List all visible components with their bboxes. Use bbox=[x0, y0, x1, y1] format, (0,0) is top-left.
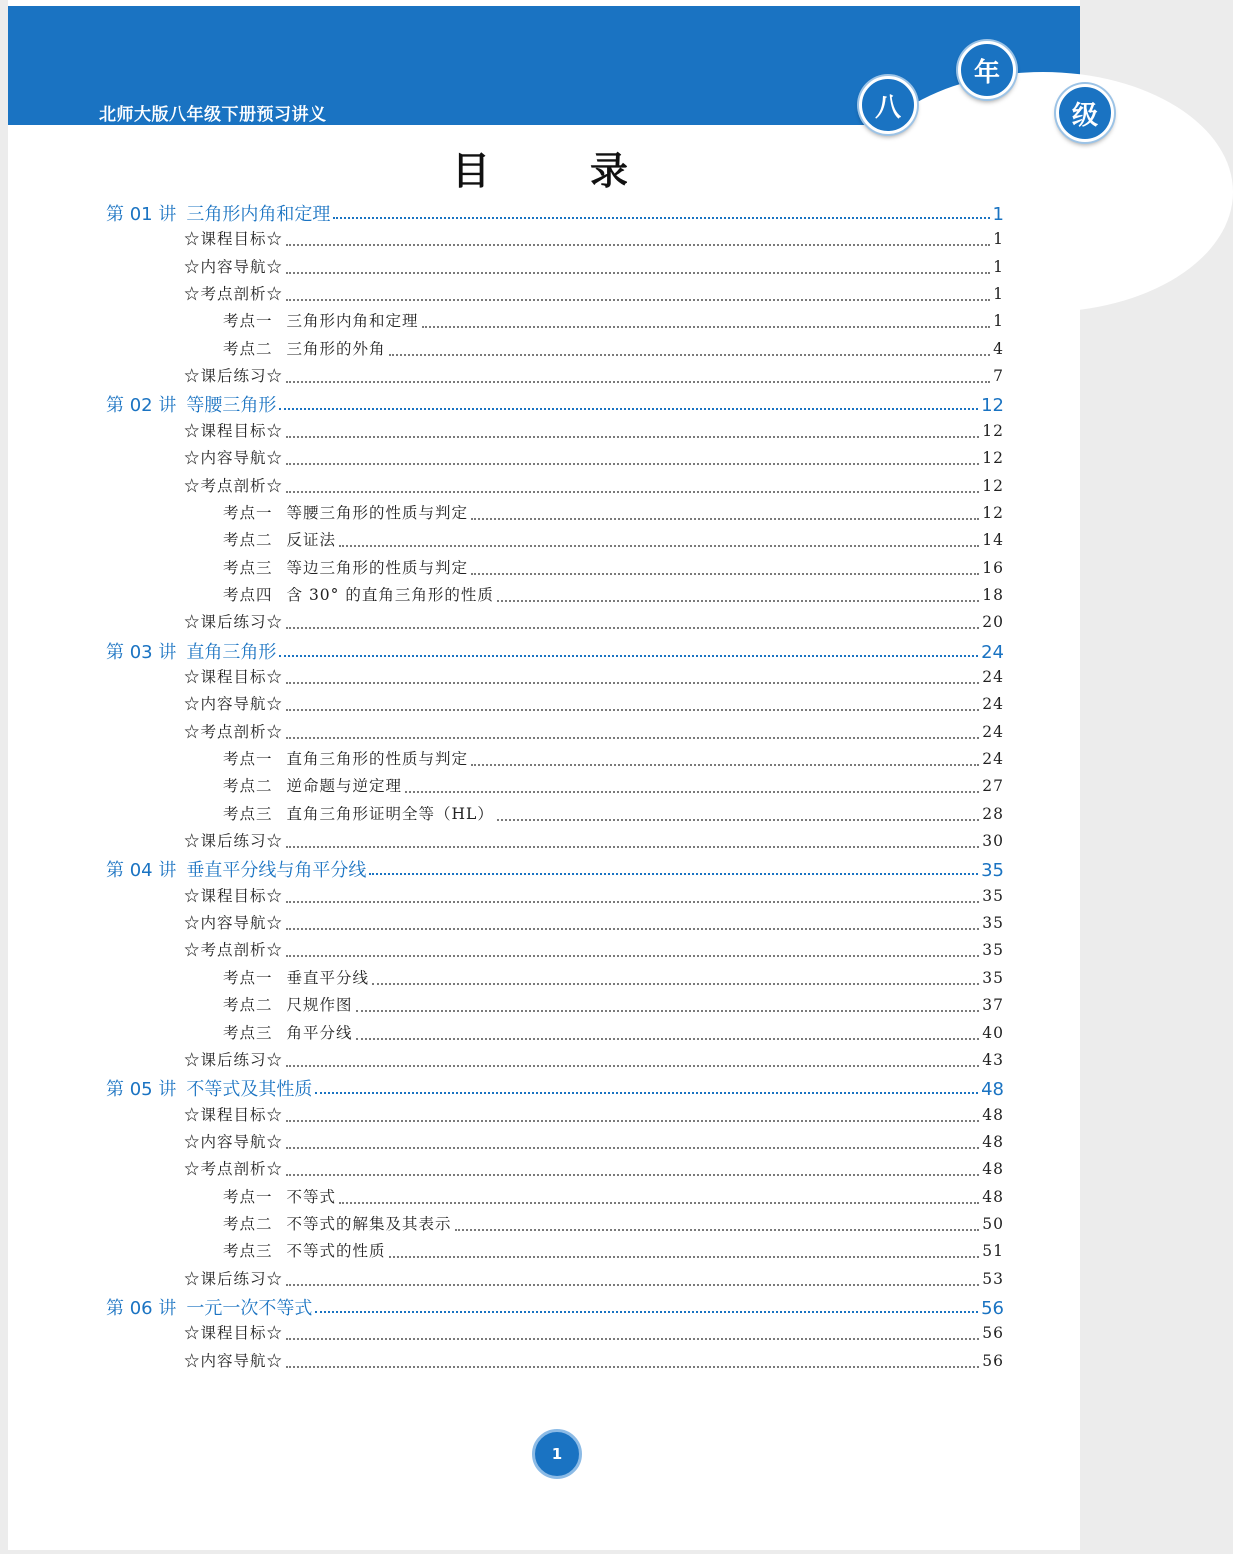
header-title: 北师大版八年级下册预习讲义 bbox=[99, 105, 327, 125]
point-page: 40 bbox=[982, 1023, 1004, 1042]
leader-dots bbox=[405, 791, 979, 793]
toc-section-entry[interactable] bbox=[184, 665, 1004, 691]
section-title: ☆考点剖析☆ bbox=[184, 722, 284, 741]
point-title: 垂直平分线 bbox=[286, 968, 370, 987]
point-heading bbox=[223, 1239, 386, 1261]
lecture-heading bbox=[106, 200, 330, 226]
toc-section-entry[interactable] bbox=[184, 1103, 1004, 1129]
toc-lecture-entry[interactable] bbox=[106, 1294, 1004, 1320]
lecture-page: 48 bbox=[981, 1079, 1004, 1101]
point-heading bbox=[223, 1185, 336, 1207]
grade-badge-3: 级 bbox=[1056, 84, 1114, 142]
point-label: 考点三 bbox=[223, 804, 273, 823]
section-page: 30 bbox=[982, 832, 1004, 851]
point-page: 37 bbox=[982, 996, 1004, 1015]
leader-dots bbox=[286, 928, 979, 930]
point-label: 考点一 bbox=[223, 1187, 273, 1206]
point-title: 不等式 bbox=[286, 1187, 337, 1206]
section-page: 56 bbox=[982, 1351, 1004, 1370]
point-heading bbox=[223, 966, 369, 988]
leader-dots bbox=[286, 1366, 979, 1368]
leader-dots bbox=[286, 901, 979, 903]
point-heading bbox=[223, 774, 402, 796]
toc-lecture-entry[interactable] bbox=[106, 1075, 1004, 1101]
lecture-page: 1 bbox=[992, 204, 1004, 225]
leader-dots bbox=[286, 1284, 979, 1286]
section-page: 12 bbox=[982, 476, 1004, 495]
point-label: 考点一 bbox=[223, 312, 273, 331]
toc-section-entry[interactable] bbox=[184, 1157, 1004, 1183]
point-label: 考点二 bbox=[223, 777, 273, 796]
section-title: ☆课程目标☆ bbox=[184, 1324, 284, 1343]
section-page: 7 bbox=[993, 367, 1004, 386]
section-title: ☆课后练习☆ bbox=[184, 1269, 284, 1288]
leader-dots bbox=[286, 1174, 979, 1176]
leader-dots bbox=[286, 737, 979, 739]
point-label: 考点一 bbox=[223, 968, 273, 987]
lecture-page: 56 bbox=[981, 1298, 1004, 1319]
lecture-title: 直角三角形 bbox=[186, 641, 277, 663]
point-page: 28 bbox=[982, 804, 1004, 823]
point-page: 16 bbox=[982, 558, 1004, 577]
toc-section-entry[interactable] bbox=[184, 1349, 1004, 1375]
section-page: 48 bbox=[982, 1105, 1004, 1124]
toc-section-entry[interactable] bbox=[184, 446, 1004, 472]
leader-dots bbox=[286, 491, 979, 493]
section-title: ☆课程目标☆ bbox=[184, 421, 284, 440]
toc-section-entry[interactable] bbox=[184, 1130, 1004, 1156]
point-page: 50 bbox=[982, 1214, 1004, 1233]
leader-dots bbox=[497, 819, 979, 821]
point-label: 考点二 bbox=[223, 996, 273, 1015]
lecture-number: 第 01 讲 bbox=[106, 204, 177, 225]
point-page: 1 bbox=[993, 312, 1004, 331]
point-heading bbox=[223, 309, 419, 331]
section-page: 53 bbox=[982, 1269, 1004, 1288]
leader-dots bbox=[356, 1010, 980, 1012]
point-title: 等腰三角形的性质与判定 bbox=[286, 503, 469, 522]
leader-dots bbox=[471, 573, 979, 575]
section-page: 1 bbox=[993, 230, 1004, 249]
leader-dots bbox=[286, 1065, 979, 1067]
point-page: 24 bbox=[982, 750, 1004, 768]
toc-section-entry[interactable] bbox=[184, 255, 1004, 281]
toc-point-entry[interactable] bbox=[223, 583, 1004, 609]
point-title: 角平分线 bbox=[286, 1023, 353, 1042]
point-page: 14 bbox=[982, 531, 1004, 550]
toc-lecture-entry[interactable] bbox=[106, 391, 1004, 417]
point-label: 考点二 bbox=[223, 531, 273, 550]
section-title: ☆课后练习☆ bbox=[184, 613, 284, 632]
section-title: ☆课程目标☆ bbox=[184, 667, 284, 686]
leader-dots bbox=[286, 955, 979, 957]
point-page: 51 bbox=[982, 1242, 1004, 1261]
toc-point-entry[interactable] bbox=[223, 774, 1004, 800]
toc-section-entry[interactable] bbox=[184, 692, 1004, 718]
toc-lecture-entry[interactable] bbox=[106, 638, 1004, 664]
section-page: 1 bbox=[993, 285, 1004, 304]
point-page: 27 bbox=[982, 777, 1004, 796]
leader-dots bbox=[286, 1338, 979, 1340]
leader-dots bbox=[471, 764, 979, 766]
point-title: 不等式的解集及其表示 bbox=[286, 1214, 452, 1233]
section-page: 20 bbox=[982, 613, 1004, 632]
point-page: 48 bbox=[982, 1187, 1004, 1206]
point-heading bbox=[223, 583, 494, 605]
point-title: 三角形的外角 bbox=[286, 339, 386, 358]
lecture-number: 第 06 讲 bbox=[106, 1298, 177, 1319]
section-page: 24 bbox=[982, 722, 1004, 741]
lecture-title: 等腰三角形 bbox=[186, 395, 277, 417]
section-title: ☆课程目标☆ bbox=[184, 886, 284, 905]
leader-dots bbox=[286, 682, 979, 684]
point-label: 考点一 bbox=[223, 503, 273, 522]
leader-dots bbox=[369, 873, 978, 875]
toc-point-entry[interactable] bbox=[223, 556, 1004, 582]
toc-point-entry[interactable] bbox=[223, 993, 1004, 1019]
leader-dots bbox=[286, 846, 979, 848]
point-title: 三角形内角和定理 bbox=[286, 312, 419, 331]
section-title: ☆课程目标☆ bbox=[184, 230, 284, 249]
leader-dots bbox=[356, 1038, 980, 1040]
toc-point-entry[interactable] bbox=[223, 309, 1004, 335]
leader-dots bbox=[471, 518, 979, 520]
lecture-heading bbox=[106, 856, 366, 882]
lecture-heading bbox=[106, 1075, 312, 1101]
point-label: 考点四 bbox=[223, 585, 273, 604]
toc-section-entry[interactable] bbox=[184, 884, 1004, 910]
section-page: 48 bbox=[982, 1160, 1004, 1179]
leader-dots bbox=[286, 272, 990, 274]
point-label: 考点一 bbox=[223, 750, 273, 768]
leader-dots bbox=[279, 655, 978, 657]
point-heading bbox=[223, 1021, 353, 1043]
section-page: 1 bbox=[993, 257, 1004, 276]
toc-point-entry[interactable] bbox=[223, 528, 1004, 554]
lecture-title: 不等式及其性质 bbox=[186, 1079, 313, 1101]
toc-lecture-entry[interactable] bbox=[106, 200, 1004, 226]
point-page: 4 bbox=[993, 339, 1004, 358]
lecture-number: 第 05 讲 bbox=[106, 1079, 177, 1101]
toc-section-entry[interactable] bbox=[184, 474, 1004, 500]
point-heading bbox=[223, 528, 336, 550]
leader-dots bbox=[286, 381, 990, 383]
section-title: ☆内容导航☆ bbox=[184, 449, 284, 468]
toc-title: 目录 bbox=[451, 148, 728, 193]
leader-dots bbox=[333, 217, 989, 219]
leader-dots bbox=[315, 1092, 978, 1094]
section-page: 43 bbox=[982, 1050, 1004, 1069]
leader-dots bbox=[286, 299, 990, 301]
lecture-page: 35 bbox=[981, 860, 1004, 882]
point-page: 18 bbox=[982, 585, 1004, 604]
point-title: 不等式的性质 bbox=[286, 1242, 386, 1261]
section-title: ☆考点剖析☆ bbox=[184, 476, 284, 495]
toc-section-entry[interactable] bbox=[184, 610, 1004, 636]
point-heading bbox=[223, 556, 468, 578]
toc-point-entry[interactable] bbox=[223, 1239, 1004, 1265]
leader-dots bbox=[286, 1120, 979, 1122]
toc-point-entry[interactable] bbox=[223, 747, 1004, 773]
section-title: ☆内容导航☆ bbox=[184, 914, 284, 933]
toc-point-entry[interactable] bbox=[223, 501, 1004, 527]
toc-section-entry[interactable] bbox=[184, 938, 1004, 964]
page-number: 1 bbox=[532, 1429, 582, 1479]
toc-section-entry[interactable] bbox=[184, 829, 1004, 855]
section-page: 35 bbox=[982, 886, 1004, 905]
toc-point-entry[interactable] bbox=[223, 1185, 1004, 1211]
toc-section-entry[interactable] bbox=[184, 282, 1004, 308]
toc-section-entry[interactable] bbox=[184, 419, 1004, 445]
leader-dots bbox=[286, 463, 979, 465]
toc-point-entry[interactable] bbox=[223, 966, 1004, 992]
section-page: 12 bbox=[982, 421, 1004, 440]
leader-dots bbox=[339, 1202, 979, 1204]
toc-section-entry[interactable] bbox=[184, 227, 1004, 253]
section-title: ☆内容导航☆ bbox=[184, 1351, 284, 1370]
section-page: 48 bbox=[982, 1132, 1004, 1151]
point-title: 含 30° 的直角三角形的性质 bbox=[286, 585, 494, 604]
leader-dots bbox=[497, 600, 979, 602]
grade-badge-1: 八 bbox=[859, 76, 917, 134]
lecture-number: 第 02 讲 bbox=[106, 395, 177, 417]
section-page: 24 bbox=[982, 667, 1004, 686]
section-page: 35 bbox=[982, 914, 1004, 933]
lecture-heading bbox=[106, 638, 276, 664]
section-page: 35 bbox=[982, 941, 1004, 960]
section-page: 24 bbox=[982, 695, 1004, 714]
leader-dots bbox=[455, 1229, 980, 1231]
section-title: ☆考点剖析☆ bbox=[184, 285, 284, 304]
toc-point-entry[interactable] bbox=[223, 337, 1004, 363]
point-title: 反证法 bbox=[286, 531, 337, 550]
leader-dots bbox=[286, 436, 979, 438]
section-title: ☆课后练习☆ bbox=[184, 832, 284, 851]
lecture-number: 第 03 讲 bbox=[106, 641, 177, 663]
point-title: 等边三角形的性质与判定 bbox=[286, 558, 469, 577]
point-heading bbox=[223, 1212, 452, 1234]
leader-dots bbox=[286, 1147, 979, 1149]
leader-dots bbox=[315, 1311, 978, 1313]
lecture-heading bbox=[106, 1294, 312, 1320]
point-heading bbox=[223, 993, 353, 1015]
toc-section-entry[interactable] bbox=[184, 1321, 1004, 1347]
section-title: ☆内容导航☆ bbox=[184, 257, 284, 276]
point-label: 考点三 bbox=[223, 558, 273, 577]
point-page: 35 bbox=[982, 968, 1004, 987]
leader-dots bbox=[389, 1256, 980, 1258]
point-title: 直角三角形证明全等（HL） bbox=[286, 804, 494, 823]
leader-dots bbox=[422, 326, 991, 328]
section-page: 56 bbox=[982, 1324, 1004, 1343]
lecture-page: 24 bbox=[981, 641, 1004, 663]
leader-dots bbox=[279, 408, 978, 410]
lecture-title: 垂直平分线与角平分线 bbox=[186, 860, 367, 882]
toc-section-entry[interactable] bbox=[184, 911, 1004, 937]
point-label: 考点二 bbox=[223, 339, 273, 358]
section-title: ☆课程目标☆ bbox=[184, 1105, 284, 1124]
point-label: 考点三 bbox=[223, 1242, 273, 1261]
point-heading bbox=[223, 337, 386, 359]
toc-section-entry[interactable] bbox=[184, 364, 1004, 390]
toc-point-entry[interactable] bbox=[223, 1021, 1004, 1047]
toc-section-entry[interactable] bbox=[184, 1048, 1004, 1074]
leader-dots bbox=[389, 354, 991, 356]
point-title: 尺规作图 bbox=[286, 996, 353, 1015]
toc-point-entry[interactable] bbox=[223, 1212, 1004, 1238]
section-title: ☆考点剖析☆ bbox=[184, 941, 284, 960]
lecture-title: 一元一次不等式 bbox=[186, 1298, 313, 1319]
lecture-page: 12 bbox=[981, 395, 1004, 417]
section-title: ☆课后练习☆ bbox=[184, 1050, 284, 1069]
leader-dots bbox=[286, 244, 990, 246]
lecture-title: 三角形内角和定理 bbox=[186, 204, 331, 225]
grade-badge-2: 年 bbox=[958, 41, 1016, 99]
toc-lecture-entry[interactable] bbox=[106, 856, 1004, 882]
point-heading bbox=[223, 501, 468, 523]
toc-section-entry[interactable] bbox=[184, 1267, 1004, 1293]
point-heading bbox=[223, 802, 494, 824]
section-title: ☆内容导航☆ bbox=[184, 695, 284, 714]
point-title: 直角三角形的性质与判定 bbox=[286, 750, 469, 768]
lecture-heading bbox=[106, 391, 276, 417]
point-label: 考点二 bbox=[223, 1214, 273, 1233]
point-label: 考点三 bbox=[223, 1023, 273, 1042]
leader-dots bbox=[286, 709, 979, 711]
toc-point-entry[interactable] bbox=[223, 802, 1004, 828]
point-heading bbox=[223, 747, 468, 769]
leader-dots bbox=[372, 983, 979, 985]
section-title: ☆内容导航☆ bbox=[184, 1132, 284, 1151]
lecture-number: 第 04 讲 bbox=[106, 860, 177, 882]
leader-dots bbox=[286, 627, 979, 629]
leader-dots bbox=[339, 545, 979, 547]
section-title: ☆考点剖析☆ bbox=[184, 1160, 284, 1179]
section-page: 12 bbox=[982, 449, 1004, 468]
section-title: ☆课后练习☆ bbox=[184, 367, 284, 386]
toc-section-entry[interactable] bbox=[184, 720, 1004, 746]
point-page: 12 bbox=[982, 503, 1004, 522]
point-title: 逆命题与逆定理 bbox=[286, 777, 403, 796]
